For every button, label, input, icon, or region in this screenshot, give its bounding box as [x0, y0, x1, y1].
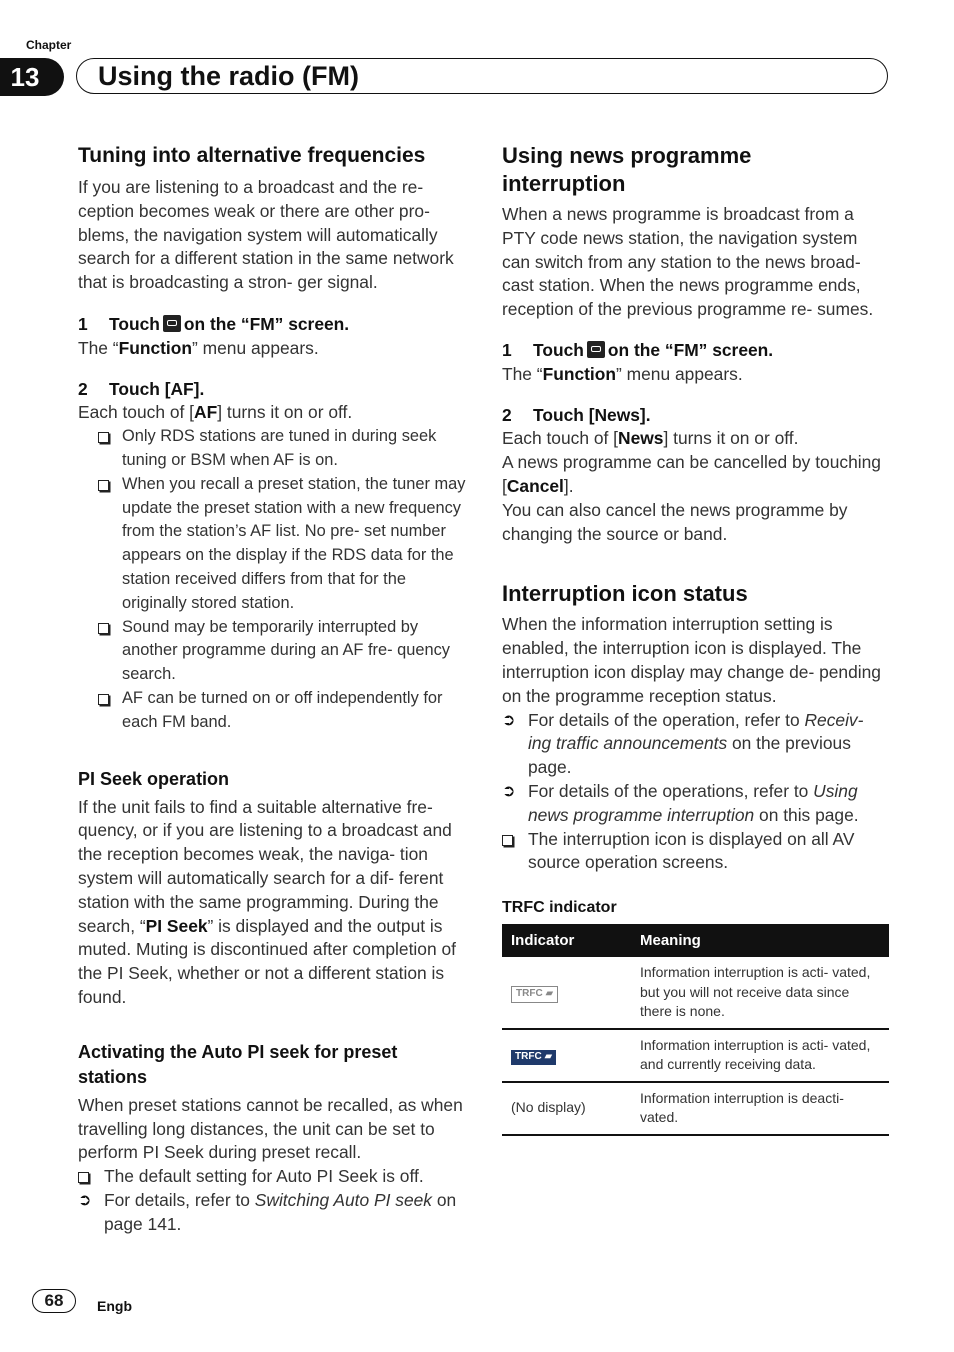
step-2-result	[502, 427, 890, 451]
text: For details of the operation, refer to	[528, 709, 805, 730]
step-text: on the “FM” screen.	[607, 339, 774, 360]
notes-list	[78, 425, 466, 734]
icon-label: TRFC	[516, 988, 543, 1000]
step-text: Touch [News].	[533, 404, 651, 425]
text: ” menu appears.	[616, 363, 743, 384]
step-number: 1	[502, 339, 512, 360]
reference-link[interactable]: Switching Auto PI seek	[254, 1189, 432, 1210]
auto-pi-body: When preset stations cannot be recalled, as when travelling long distances, the unit can be set to perform PI Seek during preset recall.	[78, 1094, 463, 1163]
menu-name: Function	[542, 363, 617, 384]
step-number: 1	[78, 313, 88, 334]
indicator-cell: (No display)	[502, 1082, 631, 1135]
arrow-reference-icon: ➲	[502, 711, 516, 729]
icon-label: TRFC	[515, 1051, 542, 1063]
text: ” menu appears.	[192, 337, 319, 358]
chapter-number: 13	[0, 58, 64, 96]
note-text: AF can be turned on or off independently for each FM band.	[122, 688, 443, 731]
text: Each touch of [	[78, 402, 195, 423]
language-code: Engb	[97, 1298, 132, 1314]
step-2	[502, 404, 890, 428]
checkbox-square-icon	[98, 480, 109, 491]
table-header-row	[502, 924, 889, 957]
text: The “	[78, 337, 119, 358]
page-number: 68	[32, 1289, 76, 1313]
text: The “	[502, 363, 543, 384]
note-item	[78, 473, 466, 616]
table-title: TRFC indicator	[502, 899, 617, 917]
column-header-meaning: Meaning	[631, 924, 889, 957]
display-text: PI Seek	[145, 915, 208, 936]
note-item	[78, 1165, 466, 1189]
trfc-receiving-icon: TRFC ▰	[511, 1050, 556, 1065]
note-item	[78, 687, 466, 735]
step-text: Touch	[533, 339, 584, 360]
step-1-result	[78, 337, 466, 361]
step-number: 2	[78, 378, 88, 399]
checkbox-square-icon	[78, 1172, 89, 1183]
column-header-indicator: Indicator	[502, 924, 631, 957]
checkbox-square-icon	[98, 694, 109, 705]
page-title: Using the radio (FM)	[98, 61, 359, 91]
alt-freq-intro: If you are listening to a broadcast and the re- ception becomes weak or there are other pro- blems, the navigation system will automatically search for a different station in the same network that is broadcasting a stron- ger signal.	[78, 177, 454, 293]
indicator-cell	[502, 1029, 631, 1082]
note-text: The default setting for Auto PI Seek is off.	[104, 1166, 424, 1187]
step-2	[78, 378, 466, 402]
step-2-cancel	[502, 451, 890, 499]
text: on this page.	[754, 804, 859, 825]
indicator-cell	[502, 957, 631, 1029]
key-name: AF	[194, 402, 218, 423]
note-text: When you recall a preset station, the tuner may update the preset station with a new frequency from the station’s AF list. No pre- set number appears on the display if the RDS data for the station received differs from that for the originally stored station.	[122, 474, 466, 612]
section-heading-pi-seek: PI Seek operation	[78, 768, 230, 789]
note-text: Only RDS stations are tuned in during seek tuning or BSM when AF is on.	[122, 427, 437, 469]
text: ” is displayed and the output is muted. Muting is discontinued after completion of the PI Seek, whether or not a different station is found.	[78, 915, 456, 1007]
function-menu-icon	[587, 341, 605, 358]
news-intro: When a news programme is broadcast from a PTY code news station, the navigation system can switch from any station to the news broad- cast station. When the news programme ends, reception of the previous programme re- sumes.	[502, 204, 874, 320]
reference-item	[502, 780, 890, 828]
note-item	[502, 828, 890, 876]
step-1-result	[502, 363, 890, 387]
section-heading-auto-pi: Activating the Auto PI seek for preset stations	[78, 1041, 398, 1087]
text: on the previous page.	[528, 733, 851, 778]
trfc-table	[502, 924, 889, 1136]
text: If the unit fails to find a suitable alternative fre- quency, or if you are listening to a broadcast and the reception becomes weak, the naviga- tion system will automatically search for a dif- ferent station with the same programming. During the search, “	[78, 796, 452, 936]
key-name: Cancel	[506, 475, 564, 496]
note-item	[78, 425, 466, 473]
trfc-inactive-icon: TRFC ▰	[511, 986, 558, 1003]
step-2-alt: You can also cancel the news programme by changing the source or band.	[502, 499, 848, 544]
reference-link[interactable]: Using news programme interruption	[528, 780, 858, 825]
meaning-cell: Information interruption is acti- vated, but you will not receive data since there is none.	[631, 957, 889, 1029]
left-column	[78, 142, 466, 1236]
text: Each touch of [	[502, 428, 619, 449]
text: ].	[563, 475, 574, 496]
step-1	[502, 339, 890, 363]
checkbox-square-icon	[502, 835, 513, 846]
step-text: Touch	[109, 313, 160, 334]
step-2-result	[78, 401, 466, 425]
step-text: on the “FM” screen.	[183, 313, 350, 334]
text: A news programme can be cancelled by touching [	[502, 452, 881, 496]
text: ] turns it on or off.	[663, 428, 799, 449]
arrow-reference-icon: ➲	[502, 782, 516, 800]
table-row	[502, 957, 889, 1029]
pi-seek-body	[78, 796, 466, 1010]
reference-item	[502, 709, 890, 780]
step-text: Touch [AF].	[109, 378, 205, 399]
reference-item	[78, 1189, 466, 1237]
step-number: 2	[502, 404, 512, 425]
checkbox-square-icon	[98, 432, 109, 443]
text: For details, refer to	[104, 1189, 255, 1210]
note-text: Sound may be temporarily interrupted by another programme during an AF fre- quency search.	[122, 617, 450, 684]
checkbox-square-icon	[98, 623, 109, 634]
reference-link[interactable]: Receiv- ing traffic announcements	[528, 709, 864, 754]
note-item	[78, 616, 466, 687]
function-menu-icon	[163, 315, 181, 332]
right-column	[502, 142, 890, 1136]
arrow-reference-icon: ➲	[78, 1191, 92, 1209]
section-heading-icon-status: Interruption icon status	[502, 581, 748, 607]
text: on page 141.	[104, 1189, 457, 1234]
note-text: The interruption icon is displayed on all AV source operation screens.	[528, 828, 855, 873]
table-row	[502, 1082, 889, 1135]
section-heading-alt-freq: Tuning into alternative frequencies	[78, 144, 426, 167]
text: For details of the operations, refer to	[528, 780, 814, 801]
step-1	[78, 313, 466, 337]
text: ] turns it on or off.	[217, 402, 353, 423]
chapter-label: Chapter	[26, 38, 72, 52]
section-heading-news: Using news programme interruption	[502, 143, 752, 196]
key-name: News	[618, 428, 664, 449]
menu-name: Function	[118, 337, 193, 358]
meaning-cell: Information interruption is deacti- vated.	[631, 1082, 889, 1135]
meaning-cell: Information interruption is acti- vated, and currently receiving data.	[631, 1029, 889, 1082]
icon-status-body: When the information interruption setting is enabled, the interruption icon is displayed. The interruption icon display may change de- pending on the programme reception status.	[502, 614, 881, 706]
table-row	[502, 1029, 889, 1082]
